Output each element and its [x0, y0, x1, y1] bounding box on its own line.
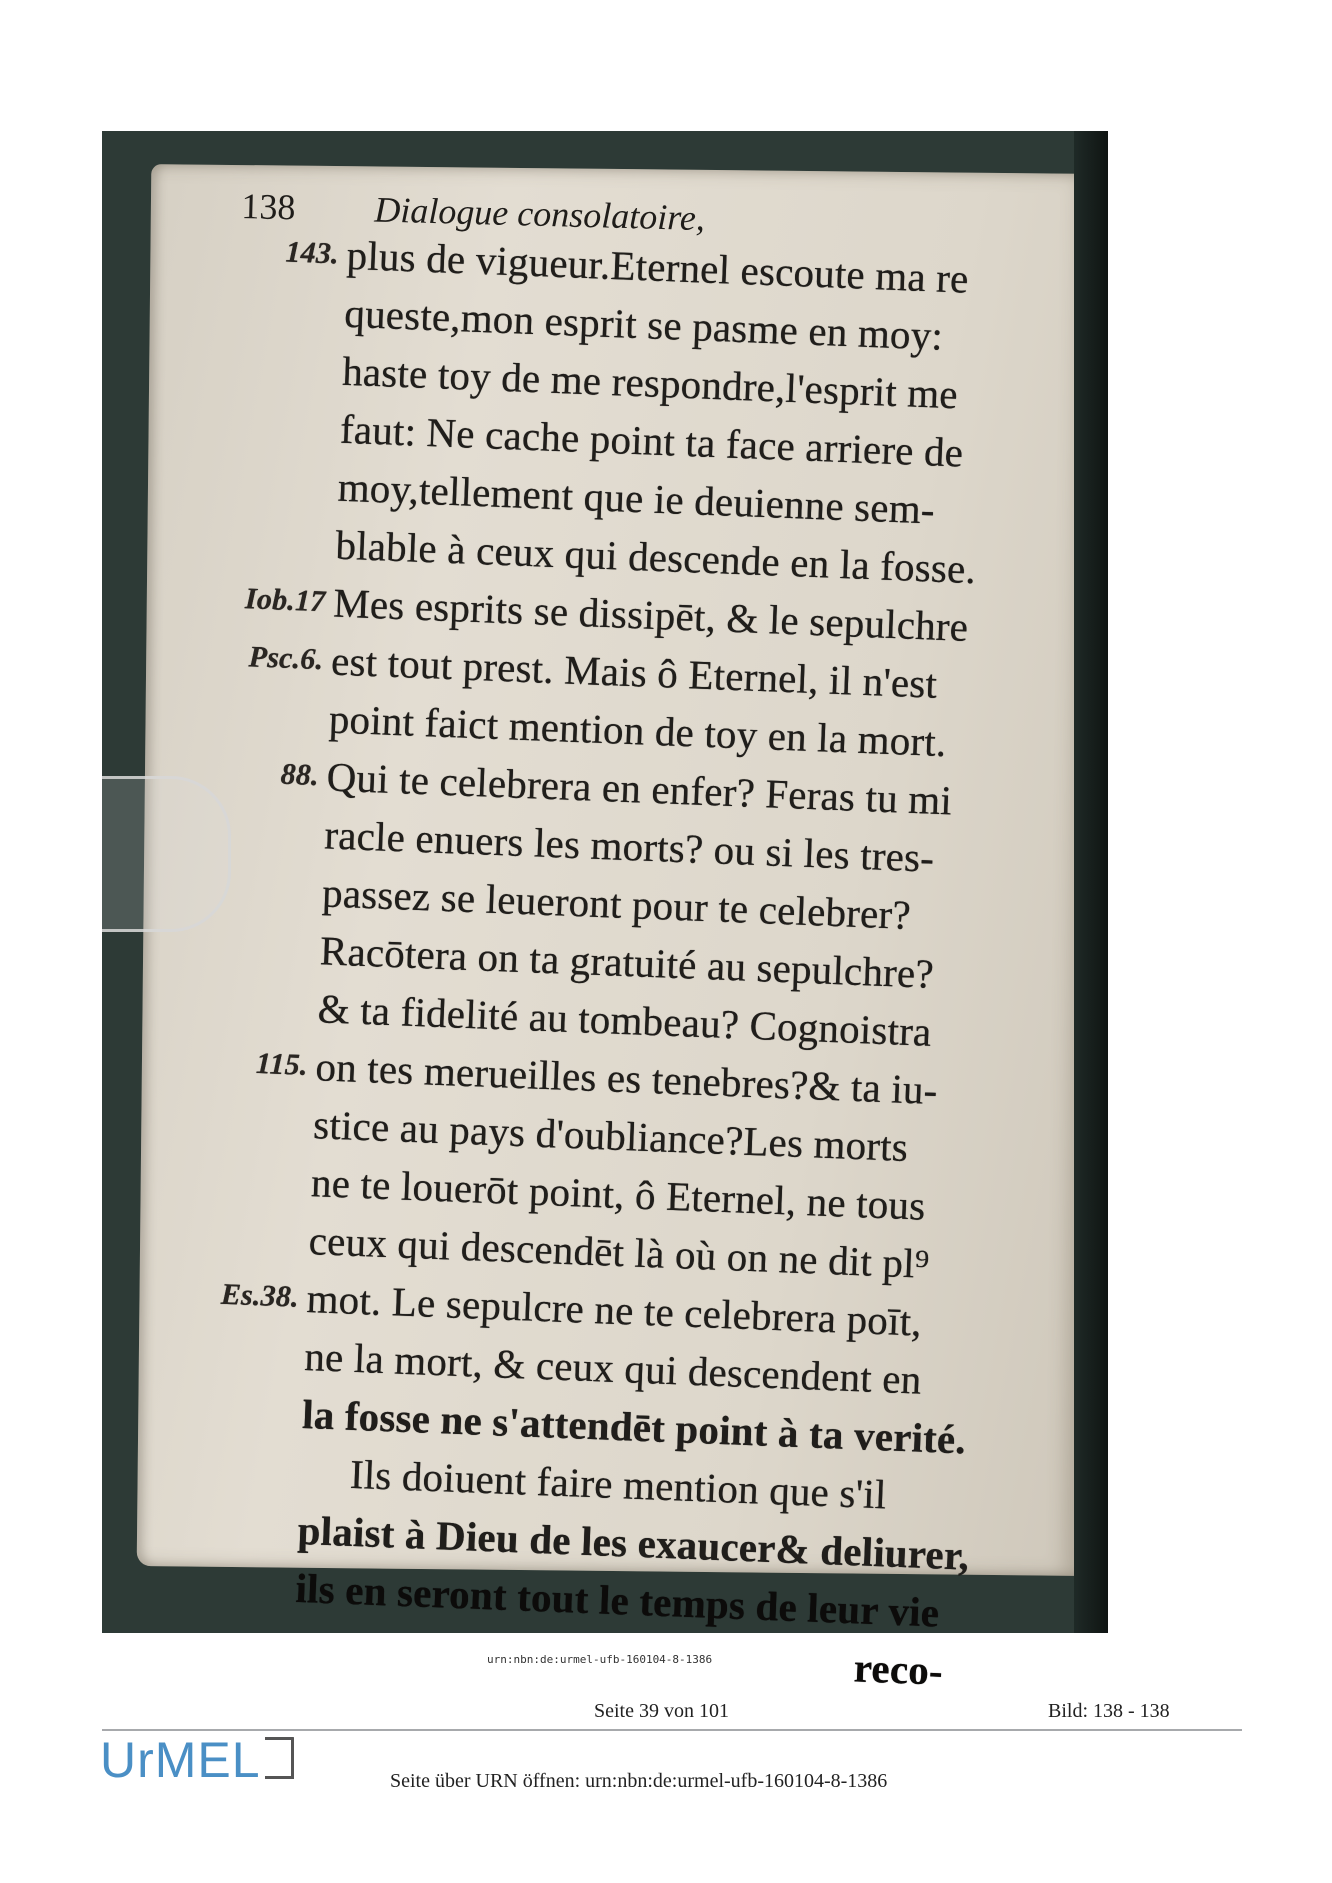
text-line: Ils doiuent faire mention que s'il: [349, 1450, 888, 1518]
margin-note: Psc.6.: [248, 640, 324, 677]
text-line: & ta fidelité au tombeau? Cognoistra: [316, 985, 933, 1055]
page-clip: [102, 776, 231, 932]
text-line: stice au pays d'oubliance?Les morts: [312, 1101, 909, 1171]
urn-link[interactable]: Seite über URN öffnen: urn:nbn:de:urmel-ufb-160104-8-1386: [390, 1770, 888, 1792]
text-line: moy,tellement que ie deuienne sem-: [337, 463, 936, 533]
urmel-logo: [100, 1733, 294, 1787]
logo-box-icon: [265, 1737, 294, 1779]
logo-text: UrMEL: [100, 1732, 261, 1788]
urn-caption: urn:nbn:de:urmel-ufb-160104-8-1386: [487, 1653, 713, 1666]
text-line: Psc.6. est tout prest. Mais ô Eternel, il n'est: [230, 628, 1002, 716]
text-line: 143. plus de vigueur.Eternel escoute ma re: [246, 222, 1018, 310]
page-number: 138: [240, 185, 296, 228]
text-line: blable à ceux qui descende en la fosse.: [334, 521, 977, 593]
text-line: point faict mention de toy en la mort.: [328, 695, 948, 766]
text-line: la fosse ne s'attendēt point à ta verité.: [301, 1390, 967, 1463]
running-title: Dialogue consolatoire,: [373, 189, 706, 239]
text-line: ne te louerōt point, ô Eternel, ne tous: [310, 1159, 927, 1229]
text-line: passez se leueront pour te celebrer?: [321, 869, 912, 938]
text-line: queste,mon esprit se pasme en moy:: [343, 289, 944, 359]
text-line: 88. Qui te celebrera en enfer? Feras tu mi: [226, 744, 998, 832]
margin-note: 88.: [280, 757, 320, 793]
text-line: Es.38. mot. Le sepulcre ne te celebrera poīt,: [206, 1265, 978, 1353]
page-text: [192, 222, 1017, 1700]
text-line: Racōtera on ta gratuité au sepulchre?: [319, 927, 935, 997]
footer-divider: [102, 1729, 1242, 1731]
text-line: ils en seront tout le temps de leur vie: [294, 1564, 941, 1636]
margin-note: Es.38.: [220, 1277, 300, 1314]
margin-note: 143.: [284, 235, 340, 271]
page-count: Seite 39 von 101: [594, 1700, 729, 1722]
text-line: 115. on tes merueilles es tenebres?& ta iu-: [215, 1033, 987, 1121]
text-line: ne la mort, & ceux qui descendent en: [303, 1333, 923, 1403]
text-line: ceux qui descendēt là où on ne dit pl⁹: [308, 1217, 931, 1287]
margin-note: Iob.17: [244, 582, 327, 619]
text-line: faut: Ne cache point ta face arriere de: [339, 405, 965, 476]
text-line: haste toy de me respondre,l'esprit me: [341, 347, 959, 418]
text-line: Iob.17 Mes esprits se dissipēt, & le sepulchre: [232, 570, 1004, 658]
image-range: Bild: 138 - 138: [1048, 1700, 1170, 1722]
text-line: racle enuers les morts? ou si les tres-: [323, 811, 936, 881]
margin-note: 115.: [255, 1046, 309, 1082]
text-line: plaist à Dieu de les exaucer& deliurer,: [296, 1506, 970, 1579]
catchword: reco-: [853, 1644, 944, 1694]
